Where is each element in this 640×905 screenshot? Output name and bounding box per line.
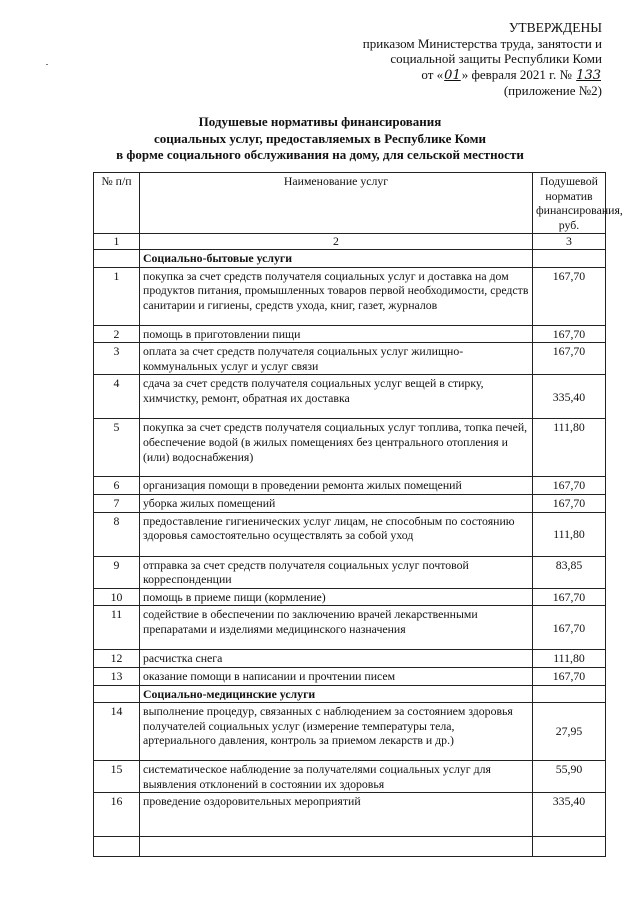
document-title [0,114,640,164]
service-price: 167,70 [533,477,606,495]
row-number: 1 [94,267,140,325]
service-price: 111,80 [533,650,606,668]
service-name: выполнение процедур, связанных с наблюдением за состоянием здоровья получателей социальных услуг (измерение температуры тела, артериального давления, контроль за приемом лекарств и др.) [140,703,533,761]
date-day: 01 [444,67,461,83]
table-row [94,343,606,375]
service-price: 335,40 [533,375,606,419]
row-number: 16 [94,793,140,837]
empty-cell [140,837,533,857]
service-price: 167,70 [533,667,606,685]
table-row [94,588,606,606]
section-row [94,249,606,267]
service-name: покупка за счет средств получателя социальных услуг топлива, топка печей, обеспечение водой (в жилых помещениях без центрального отопления и (или) водоснабжения) [140,419,533,477]
service-name: покупка за счет средств получателя социальных услуг и доставка на дом продуктов питания, промышленных товаров первой необходимости, средств санитарии и гигиены, средств ухода, книг, газет, журналов [140,267,533,325]
title-line-2: социальных услуг, предоставляемых в Республике Коми [153,130,486,146]
service-name: сдача за счет средств получателя социальных услуг вещей в стирку, химчистку, ремонт, обратная их доставка [140,375,533,419]
table-row [94,477,606,495]
table-row [94,419,606,477]
table-row [94,556,606,588]
service-name: проведение оздоровительных мероприятий [140,793,533,837]
trailing-empty-row [94,837,606,857]
table-row [94,793,606,837]
appendix-label: (приложение №2) [503,83,602,99]
service-name: организация помощи в проведении ремонта жилых помещений [140,477,533,495]
section-empty-cell [533,685,606,703]
table-row [94,761,606,793]
table-row [94,267,606,325]
table-row [94,667,606,685]
service-price: 167,70 [533,606,606,650]
empty-cell [533,837,606,857]
service-name: оказание помощи в написании и прочтении писем [140,667,533,685]
service-price: 111,80 [533,512,606,556]
column-number: 1 [94,234,140,250]
service-name: систематическое наблюдение за получателями социальных услуг для выявления отклонений в состоянии их здоровья [140,761,533,793]
date-mid: » февраля 2021 г. № [461,66,572,82]
service-price: 167,70 [533,494,606,512]
table-row [94,606,606,650]
section-empty-cell [533,249,606,267]
approval-line-2: социальной защиты Республики Коми [390,51,602,67]
header-name: Наименование услуг [140,173,533,234]
table-row [94,494,606,512]
section-empty-cell [94,249,140,267]
service-name: уборка жилых помещений [140,494,533,512]
title-line-3: в форме социального обслуживания на дому, для сельской местности [116,147,524,162]
section-row [94,685,606,703]
approval-date-line [363,67,602,84]
approval-block [363,20,602,99]
approval-line-1: приказом Министерства труда, занятости и [362,35,602,51]
table-row [94,512,606,556]
date-prefix: от « [421,66,444,82]
service-name: помощь в приеме пищи (кормление) [140,588,533,606]
row-number: 4 [94,375,140,419]
service-name: расчистка снега [140,650,533,668]
service-name: помощь в приготовлении пищи [140,325,533,343]
row-number: 14 [94,703,140,761]
service-price: 167,70 [533,267,606,325]
row-number: 10 [94,588,140,606]
service-name: отправка за счет средств получателя социальных услуг почтовой корреспонденции [140,556,533,588]
service-name: содействие в обеспечении по заключению врачей лекарственными препаратами и изделиями медицинского назначения [140,606,533,650]
services-table [93,172,623,857]
row-number: 7 [94,494,140,512]
header-price: Подушевой норматив финансирования, руб. [533,173,606,234]
row-number: 11 [94,606,140,650]
service-price: 167,70 [533,588,606,606]
row-number: 9 [94,556,140,588]
service-price: 83,85 [533,556,606,588]
row-number: 3 [94,343,140,375]
section-empty-cell [94,685,140,703]
row-number: 12 [94,650,140,668]
table-row [94,650,606,668]
row-number: 8 [94,512,140,556]
column-number: 3 [533,234,606,250]
row-number: 6 [94,477,140,495]
header-number: № п/п [94,173,140,234]
service-price: 55,90 [533,761,606,793]
section-title: Социально-медицинские услуги [140,685,533,703]
empty-cell [94,837,140,857]
row-number: 5 [94,419,140,477]
column-number: 2 [140,234,533,250]
scan-mark [46,64,48,65]
table-row [94,703,606,761]
row-number: 13 [94,667,140,685]
services-table-body [94,249,606,856]
service-price: 335,40 [533,793,606,837]
table-header-row [94,173,606,234]
table-row [94,325,606,343]
section-title: Социально-бытовые услуги [140,249,533,267]
title-line-1: Подушевые нормативы финансирования [198,114,442,129]
service-price: 167,70 [533,343,606,375]
row-number: 15 [94,761,140,793]
column-numbers-row [94,234,606,250]
order-number: 133 [576,67,601,83]
approval-heading: УТВЕРЖДЕНЫ [508,20,602,35]
service-price: 27,95 [533,703,606,761]
service-price: 111,80 [533,419,606,477]
service-name: предоставление гигиенических услуг лицам, не способным по состоянию здоровья самостоятельно осуществлять за собой уход [140,512,533,556]
table-row [94,375,606,419]
service-name: оплата за счет средств получателя социальных услуг жилищно-коммунальных услуг и услуг связи [140,343,533,375]
row-number: 2 [94,325,140,343]
service-price: 167,70 [533,325,606,343]
